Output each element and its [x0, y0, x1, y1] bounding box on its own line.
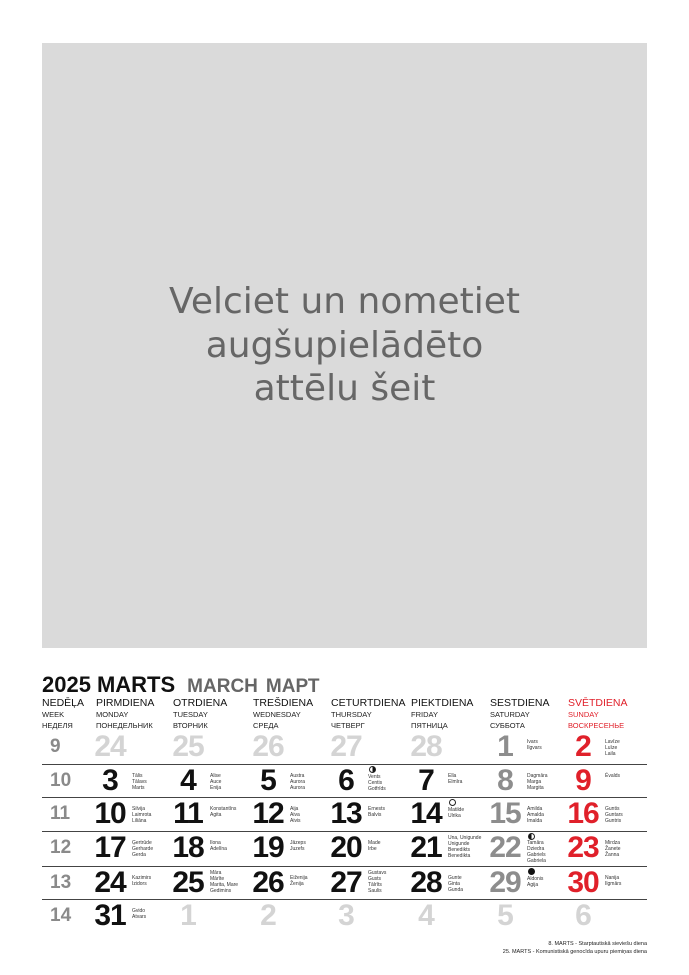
name-day: Gotfrīds [368, 786, 386, 792]
week-number: 14 [50, 905, 72, 926]
name-day: Silvija [132, 806, 146, 812]
name-day: Unigunde [448, 841, 470, 847]
day-number: 9 [575, 764, 591, 797]
day-number: 20 [330, 831, 362, 864]
name-days [605, 875, 621, 887]
name-day: Gunte [448, 875, 462, 881]
full-moon-icon [449, 799, 456, 806]
weekday-header [568, 697, 628, 731]
weekday-label: PIRMDIENA [96, 697, 155, 709]
month-english: MARCH [187, 676, 258, 697]
name-day: Mirdza [605, 840, 621, 846]
day-number: 3 [338, 899, 354, 932]
day-number: 23 [567, 831, 599, 864]
name-days [605, 806, 623, 824]
name-day: Ella [448, 773, 457, 779]
name-day: Enija [210, 785, 222, 791]
week-row [42, 731, 647, 764]
weekday-label: SATURDAY [490, 710, 530, 719]
weekday-label: ЧЕТВЕРГ [331, 721, 365, 730]
name-day: Luīze [605, 745, 618, 751]
name-day: Ēvalds [605, 773, 621, 779]
weekday-header [411, 697, 473, 731]
name-days [132, 773, 147, 791]
name-days [210, 840, 227, 852]
weekday-header [42, 697, 84, 731]
weekday-header [490, 697, 550, 731]
weekday-label: OTRDIENA [173, 697, 228, 709]
last-moon-icon [528, 833, 535, 840]
name-day: Ilona [210, 840, 221, 846]
week-number: 9 [50, 736, 61, 757]
day-number: 24 [94, 730, 126, 763]
name-day: Aija [290, 806, 299, 812]
name-day: Marts [132, 785, 145, 791]
name-day: Gedimins [210, 888, 232, 894]
name-day: Ernests [368, 806, 385, 812]
week-number: 10 [50, 770, 72, 791]
day-number: 2 [260, 899, 276, 932]
name-days [368, 806, 385, 818]
week-number: 13 [50, 872, 72, 893]
name-days [527, 876, 543, 888]
name-days [527, 806, 544, 824]
calendar-title [42, 672, 319, 698]
name-day: Matilde [448, 807, 465, 813]
day-number: 19 [252, 831, 284, 864]
name-days [527, 739, 542, 751]
name-day: Aivis [290, 818, 301, 824]
week-row [42, 831, 647, 864]
weekday-label: ПОНЕДЕЛЬНИК [96, 721, 153, 730]
name-day: Ulrika [448, 813, 461, 819]
name-day: Atvars [132, 914, 147, 920]
name-days [132, 908, 146, 920]
name-days [605, 773, 620, 779]
day-number: 7 [418, 764, 434, 797]
name-days [210, 806, 236, 818]
day-number: 12 [252, 797, 284, 830]
name-day: Gabriela [527, 858, 546, 864]
name-day: Ivars [527, 739, 538, 745]
name-days [368, 870, 386, 894]
name-day: Konstantīns [210, 806, 237, 812]
day-number: 1 [497, 730, 513, 763]
footnote: 8. MARTS - Starptautiskā sieviešu diena [548, 941, 647, 947]
footnote: 25. MARTS - Komunistiskā genocīda upuru piemiņas diena [502, 949, 647, 955]
name-day: Guntris [605, 818, 622, 824]
name-day: Guntis [605, 806, 620, 812]
day-number: 26 [252, 730, 284, 763]
day-number: 11 [173, 797, 203, 830]
weekday-label: SUNDAY [568, 710, 599, 719]
name-day: Jāzeps [290, 840, 306, 846]
weekday-label: ВТОРНИК [173, 721, 208, 730]
name-day: Aldonis [527, 876, 544, 882]
name-day: Austra [290, 773, 305, 779]
name-days [132, 806, 151, 824]
name-day: Gabriels [527, 852, 546, 858]
day-number: 31 [94, 899, 126, 932]
name-days [527, 840, 546, 864]
name-day: Auce [210, 779, 222, 785]
name-day: Amilda [527, 806, 543, 812]
day-number: 2 [575, 730, 591, 763]
weekday-label: ПЯТНИЦА [411, 721, 448, 730]
weekday-label: WEDNESDAY [253, 710, 301, 719]
name-day: Gvido [132, 908, 146, 914]
name-day: Gusts [368, 876, 382, 882]
weekday-label: THURSDAY [331, 710, 372, 719]
weekday-label: TREŠDIENA [253, 697, 314, 709]
day-number: 30 [567, 866, 599, 899]
name-day: Ženija [290, 881, 304, 887]
weekday-label: FRIDAY [411, 710, 438, 719]
name-days [448, 835, 481, 859]
name-day: Gerda [132, 852, 146, 858]
name-day: Nanija [605, 875, 620, 881]
name-day: Benedikts [448, 847, 470, 853]
name-day: Laila [605, 751, 616, 757]
name-days [210, 870, 238, 894]
name-day: Juzefs [290, 846, 305, 852]
name-day: Alise [210, 773, 221, 779]
name-day: Ginta [448, 881, 460, 887]
photo-drop-zone[interactable] [42, 43, 647, 648]
day-number: 13 [330, 797, 362, 830]
day-number: 24 [94, 866, 126, 899]
name-day: Žanna [605, 852, 620, 858]
name-day: Aurora [290, 779, 306, 785]
month-russian: МАРТ [265, 676, 320, 697]
name-days [290, 773, 305, 791]
name-day: Tamāra [527, 840, 544, 846]
name-day: Dziedra [527, 846, 545, 852]
first-moon-icon [369, 766, 376, 773]
weekday-header [331, 697, 405, 731]
weekday-label: WEEK [42, 710, 65, 719]
day-number: 4 [180, 764, 196, 797]
weekday-label: CETURTDIENA [331, 697, 406, 709]
day-number: 4 [418, 899, 434, 932]
day-number: 27 [330, 866, 362, 899]
day-number: 26 [252, 866, 284, 899]
name-days [290, 840, 306, 852]
name-day: Žanete [605, 846, 621, 852]
name-day: Adelīna [210, 846, 227, 852]
name-days [448, 807, 464, 819]
name-day: Tālavs [132, 779, 147, 785]
name-day: Ilgmārs [605, 881, 622, 887]
name-days [448, 773, 462, 785]
weekday-label: НЕДЕЛЯ [42, 721, 73, 730]
name-days [132, 840, 153, 858]
weekday-label: СРЕДА [253, 721, 279, 730]
day-number: 21 [410, 831, 442, 864]
name-day: Benedikta [448, 853, 471, 859]
name-days [368, 840, 381, 852]
name-day: Kazimirs [132, 875, 152, 881]
name-day: Saulis [368, 888, 382, 894]
name-day: Elmīra [448, 779, 463, 785]
month-latvian: MARTS [96, 672, 176, 697]
name-day: Dagmāra [527, 773, 548, 779]
weekday-label: PIEKTDIENA [411, 697, 474, 709]
name-day: Imalda [527, 818, 543, 824]
day-number: 17 [94, 831, 126, 864]
day-number: 25 [172, 866, 204, 899]
name-day: Gustavs [368, 870, 387, 876]
week-row [42, 899, 647, 932]
week-number: 11 [50, 803, 71, 824]
name-day: Margita [527, 785, 544, 791]
day-number: 22 [489, 831, 521, 864]
name-days [605, 739, 620, 757]
photo-placeholder-text: Velciet un nometiet augšupielādēto attēlu šeit [169, 280, 520, 410]
weekday-header [96, 697, 154, 731]
name-day: Gerharde [132, 846, 154, 852]
week-row [42, 797, 647, 830]
day-number: 18 [172, 831, 204, 864]
name-days [368, 774, 386, 792]
name-days [210, 773, 221, 791]
day-number: 16 [567, 797, 599, 830]
day-number: 28 [410, 866, 442, 899]
day-number: 6 [575, 899, 591, 932]
day-number: 1 [180, 899, 196, 932]
name-day: Eiženija [290, 875, 308, 881]
calendar-year: 2025 [42, 672, 91, 697]
name-day: Marga [527, 779, 542, 785]
week-row [42, 764, 647, 797]
name-day: Gunda [448, 887, 464, 893]
weekday-label: MONDAY [96, 710, 129, 719]
day-number: 10 [94, 797, 126, 830]
name-day: Aiva [290, 812, 300, 818]
day-number: 28 [410, 730, 442, 763]
name-day: Aurora [290, 785, 306, 791]
name-day: Agita [210, 812, 222, 818]
name-days [290, 875, 308, 887]
name-day: Vents [368, 774, 381, 780]
name-days [132, 875, 151, 887]
name-day: Marita, Mare [210, 882, 239, 888]
day-number: 14 [410, 797, 442, 830]
week-number: 12 [50, 837, 72, 858]
name-days [605, 840, 621, 858]
name-day: Liliāna [132, 818, 147, 824]
day-number: 8 [497, 764, 513, 797]
weekday-label: СУББОТА [490, 721, 525, 730]
holiday-footnotes [503, 940, 647, 956]
new-moon-icon [528, 868, 535, 875]
weekday-header [173, 697, 227, 731]
name-day: Tālis [132, 773, 143, 779]
name-day: Irbe [368, 846, 377, 852]
name-days [527, 773, 548, 791]
week-row [42, 866, 647, 899]
day-number: 6 [338, 764, 354, 797]
name-days [290, 806, 301, 824]
weekday-label: SESTDIENA [490, 697, 550, 709]
name-day: Guntars [605, 812, 623, 818]
day-number: 29 [489, 866, 521, 899]
name-days [448, 875, 463, 893]
weekday-label: ВОСКРЕСЕНЬЕ [568, 721, 625, 730]
name-day: Māra [210, 870, 222, 876]
name-day: Izidors [132, 881, 147, 887]
day-number: 25 [172, 730, 204, 763]
name-day: Centis [368, 780, 383, 786]
name-day: Amalda [527, 812, 544, 818]
weekday-label: TUESDAY [173, 710, 208, 719]
day-number: 3 [102, 764, 118, 797]
name-day: Mārīte [210, 876, 225, 882]
day-number: 27 [330, 730, 362, 763]
name-day: Laimrota [132, 812, 152, 818]
day-number: 15 [489, 797, 521, 830]
name-day: Tālrīts [368, 882, 382, 888]
name-day: Una, Unigunde [448, 835, 482, 841]
name-day: Made [368, 840, 381, 846]
weekday-label: NEDĒĻA [42, 697, 85, 709]
name-day: Balvis [368, 812, 382, 818]
day-number: 5 [260, 764, 276, 797]
weekday-label: SVĒTDIENA [568, 697, 628, 709]
day-number: 5 [497, 899, 513, 932]
name-day: Agija [527, 882, 539, 888]
weekday-header [253, 697, 313, 731]
name-day: Ilgvars [527, 745, 542, 751]
name-day: Ģertrūde [132, 840, 152, 846]
name-day: Lavīze [605, 739, 620, 745]
